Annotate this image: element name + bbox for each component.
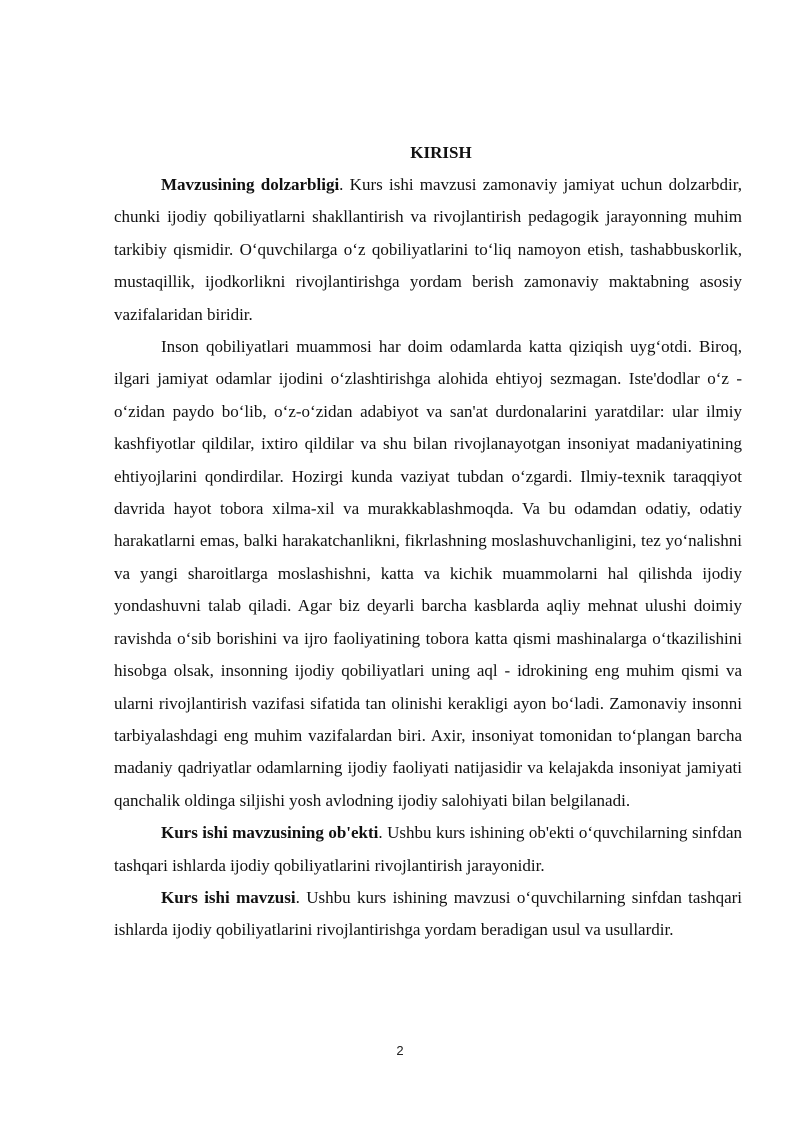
- paragraph-relevance: [114, 169, 742, 331]
- section-heading: KIRISH: [410, 143, 472, 162]
- paragraph-text: . Kurs ishi mavzusi zamonaviy jamiyat uchun dolzarbdir, chunki ijodiy qobiliyatlarni shakllantirish va rivojlantirish pedagogik jarayonning muhim tarkibiy qismidir. O‘quvchilarga o‘z qobiliyatlarini to‘liq namoyon etish, tashabbuskorlik, mustaqillik, ijodkorlikni rivojlantirishga yordam berish zamonaviy maktabning asosiy vazifalaridan biridir.: [114, 175, 742, 324]
- paragraph-object: [114, 817, 742, 882]
- page-number: 2: [396, 1043, 404, 1058]
- paragraph-lead: Kurs ishi mavzusining ob'ekti: [161, 823, 379, 843]
- paragraph-subject: [114, 882, 742, 947]
- paragraph-lead: Kurs ishi mavzusi: [161, 887, 296, 907]
- paragraph-text: . Ushbu kurs ishining mavzusi o‘quvchilarning sinfdan tashqari ishlarda ijodiy qobiliyatlarini rivojlantirishga yordam beradigan usul va usullardir.: [114, 887, 742, 940]
- paragraph-abilities: [114, 331, 742, 817]
- paragraph-text: . Ushbu kurs ishining ob'ekti o‘quvchilarning sinfdan tashqari ishlarda ijodiy qobiliyatlarini rivojlantirish jarayonidir.: [114, 823, 742, 875]
- paragraph-lead: Mavzusining dolzarbligi: [161, 175, 340, 194]
- paragraph-text: Inson qobiliyatlari muammosi har doim odamlarda katta qiziqish uyg‘otdi. Biroq, ilgari jamiyat odamlar ijodini o‘zlashtirishga alohida ehtiyoj sezmagan. Iste'dodlar o‘z - o‘zidan paydo bo‘lib, o‘z-o‘zidan adabiyot va san'at durdonalarini yaratdilar: ular ilmiy kashfiyotlar qildilar, ixtiro qildilar va shu bilan rivojlanayotgan insoniyat madaniyatining ehtiyojlarini qondirdilar. Hozirgi kunda vaziyat tubdan o‘zgardi. Ilmiy-texnik taraqqiyot davrida hayot tobora xilma-xil va murakkablashmoqda. Va bu odamdan odatiy, odatiy harakatlarni emas, balki harakatchanlikni, fikrlashning moslashuvchanligini, tez yo‘nalishni va yangi sharoitlarga moslashishni, katta va kichik muammolarni hal qilishda ijodiy yondashuvni talab qiladi. Agar biz deyarli barcha kasblarda aqliy mehnat ulushi doimiy ravishda o‘sib borishini va ijro faoliyatining tobora katta qismi mashinalarga o‘tkazilishini hisobga olsak, insonning ijodiy qobiliyatlari uning aql - idrokining eng muhim qismi va ularni rivojlantirish vazifasi sifatida tan olinishi kerakligi ayon bo‘ladi. Zamonaviy insonni tarbiyalashdagi eng muhim vazifalardan biri. Axir, insoniyat tomonidan to‘plangan barcha madaniy qadriyatlar odamlarning ijodiy faoliyati natijasidir va kelajakda insoniyat jamiyati qanchalik oldinga siljishi yosh avlodning ijodiy salohiyati bilan belgilanadi.: [114, 337, 742, 810]
- document-page: [114, 138, 742, 947]
